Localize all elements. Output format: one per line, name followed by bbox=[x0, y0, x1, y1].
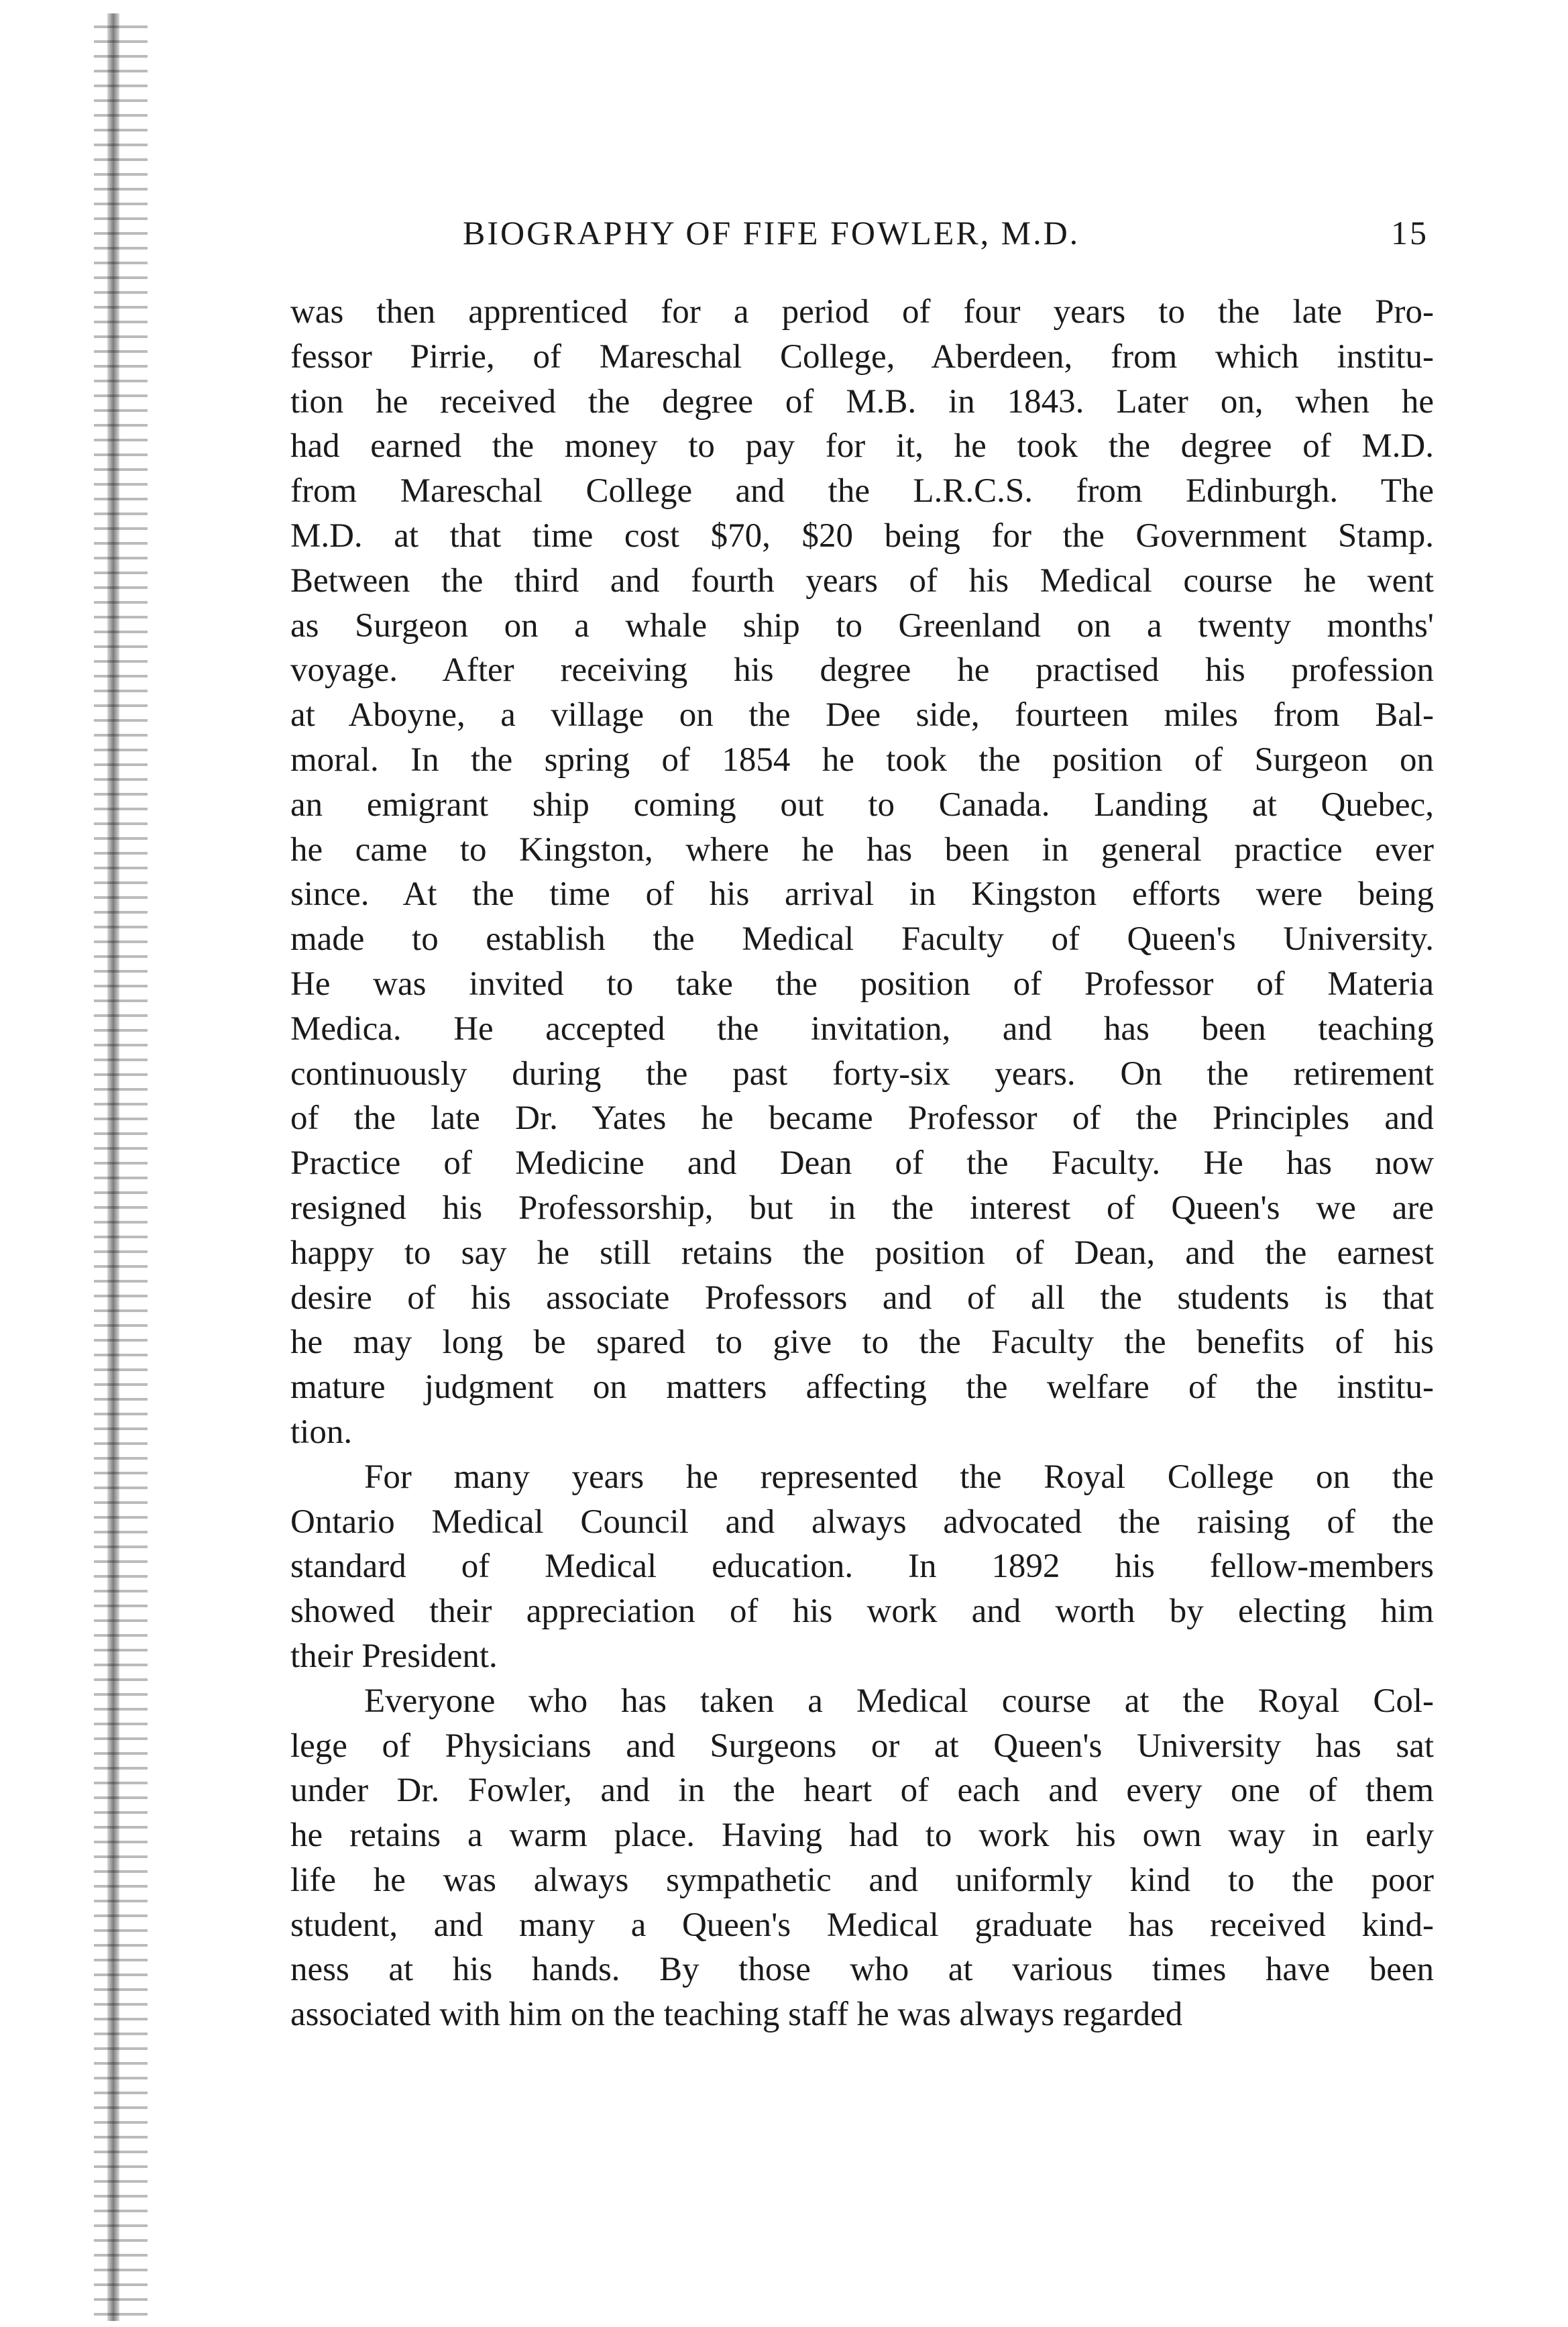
text-line: had earned the money to pay for it, he took the degree of M.D. bbox=[290, 427, 1434, 466]
text-line: their President. bbox=[290, 1637, 498, 1675]
text-line: tion he received the degree of M.B. in 1843. Later on, when he bbox=[290, 382, 1434, 421]
body-text bbox=[290, 290, 1434, 2037]
text-line: happy to say he still retains the position of Dean, and the earnest bbox=[290, 1234, 1434, 1272]
paragraph bbox=[290, 1455, 1434, 1679]
text-line: continuously during the past forty-six years. On the retirement bbox=[290, 1054, 1434, 1093]
text-line: ness at his hands. By those who at various times have been bbox=[290, 1951, 1434, 1989]
text-line: as Surgeon on a whale ship to Greenland on a twenty months' bbox=[290, 606, 1434, 645]
page-number: 15 bbox=[1391, 214, 1429, 252]
text-line: student, and many a Queen's Medical graduate has received kind- bbox=[290, 1906, 1434, 1944]
text-line: Between the third and fourth years of his Medical course he went bbox=[290, 561, 1434, 600]
page-header bbox=[463, 213, 1429, 260]
text-line: fessor Pirrie, of Mareschal College, Aberdeen, from which institu- bbox=[290, 337, 1434, 376]
text-line: voyage. After receiving his degree he practised his profession bbox=[290, 651, 1434, 690]
text-line: from Mareschal College and the L.R.C.S. from Edinburgh. The bbox=[290, 472, 1434, 510]
text-line: standard of Medical education. In 1892 his fellow-members bbox=[290, 1548, 1434, 1586]
text-line: he came to Kingston, where he has been in general practice ever bbox=[290, 830, 1434, 869]
text-line: For many years he represented the Royal College on the bbox=[364, 1458, 1434, 1496]
text-line: Medica. He accepted the invitation, and has been teaching bbox=[290, 1010, 1434, 1048]
text-line: he retains a warm place. Having had to work his own way in early bbox=[290, 1817, 1434, 1855]
text-line: associated with him on the teaching staff he was always regarded bbox=[290, 1996, 1183, 2034]
text-line: M.D. at that time cost $70, $20 being for the Government Stamp. bbox=[290, 517, 1434, 555]
binding-gutter bbox=[94, 13, 148, 2321]
text-line: desire of his associate Professors and of all the students is that bbox=[290, 1279, 1434, 1317]
paragraph bbox=[290, 1679, 1434, 2037]
text-line: life he was always sympathetic and uniformly kind to the poor bbox=[290, 1861, 1434, 1899]
text-line: of the late Dr. Yates he became Professor of the Principles and bbox=[290, 1099, 1434, 1138]
paragraph bbox=[290, 290, 1434, 1455]
text-line: he may long be spared to give to the Faculty the benefits of his bbox=[290, 1323, 1434, 1362]
text-line: resigned his Professorship, but in the interest of Queen's we are bbox=[290, 1189, 1434, 1227]
text-line: mature judgment on matters affecting the welfare of the institu- bbox=[290, 1368, 1434, 1407]
text-line: Practice of Medicine and Dean of the Faculty. He has now bbox=[290, 1144, 1434, 1183]
text-line: Everyone who has taken a Medical course at the Royal Col- bbox=[364, 1682, 1434, 1720]
text-line: an emigrant ship coming out to Canada. Landing at Quebec, bbox=[290, 786, 1434, 824]
text-line: tion. bbox=[290, 1413, 353, 1451]
binding-edge bbox=[107, 13, 119, 2321]
running-title: BIOGRAPHY OF FIFE FOWLER, M.D. bbox=[463, 214, 1080, 252]
text-line: under Dr. Fowler, and in the heart of each and every one of them bbox=[290, 1772, 1434, 1810]
text-line: lege of Physicians and Surgeons or at Queen's University has sat bbox=[290, 1727, 1434, 1765]
text-line: at Aboyne, a village on the Dee side, fourteen miles from Bal- bbox=[290, 696, 1434, 735]
text-line: since. At the time of his arrival in Kingston efforts were being bbox=[290, 875, 1434, 914]
text-line: made to establish the Medical Faculty of Queen's University. bbox=[290, 920, 1434, 959]
text-line: Ontario Medical Council and always advocated the raising of the bbox=[290, 1503, 1434, 1541]
text-line: moral. In the spring of 1854 he took the position of Surgeon on bbox=[290, 741, 1434, 779]
text-line: He was invited to take the position of Professor of Materia bbox=[290, 965, 1434, 1003]
text-line: showed their appreciation of his work and worth by electing him bbox=[290, 1592, 1434, 1631]
text-line: was then apprenticed for a period of four years to the late Pro- bbox=[290, 293, 1434, 331]
